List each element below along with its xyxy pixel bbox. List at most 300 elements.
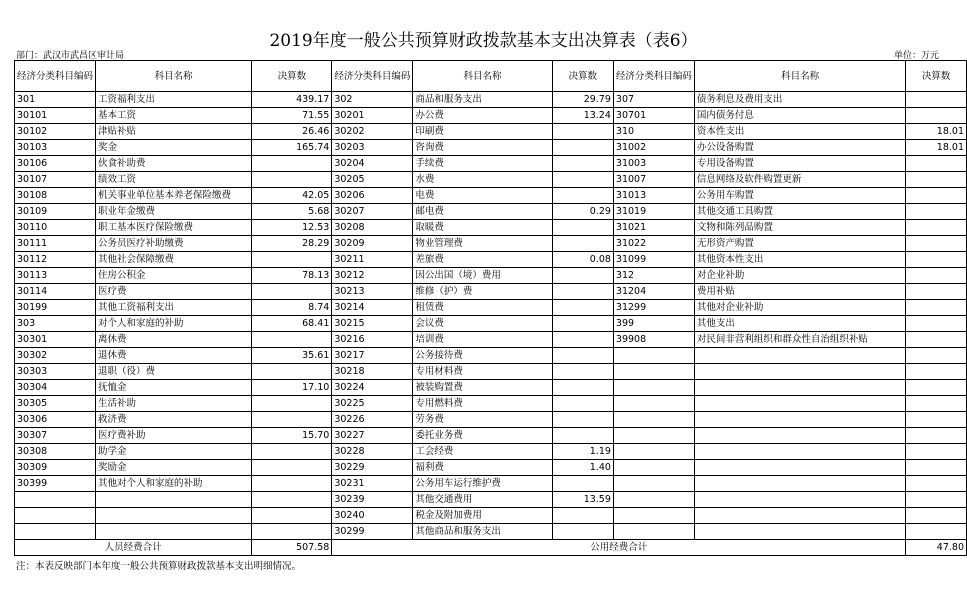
expenditure-table <box>14 60 967 556</box>
amount-cell: 42.05 <box>252 188 332 204</box>
name-cell: 债务利息及费用支出 <box>694 92 905 108</box>
header-code-1: 经济分类科目编码 <box>15 61 96 92</box>
code-cell: 30240 <box>332 508 413 524</box>
amount-cell: 13.24 <box>552 108 613 124</box>
amount-cell <box>552 172 613 188</box>
amount-cell <box>552 220 613 236</box>
table-row <box>15 444 967 460</box>
amount-cell <box>552 316 613 332</box>
name-cell: 公务用车购置 <box>694 188 905 204</box>
code-cell: 301 <box>15 92 96 108</box>
code-cell: 31021 <box>613 220 694 236</box>
amount-cell <box>906 108 967 124</box>
amount-cell <box>252 284 332 300</box>
code-cell: 30231 <box>332 476 413 492</box>
amount-cell <box>906 444 967 460</box>
code-cell <box>613 508 694 524</box>
name-cell: 租赁费 <box>413 300 552 316</box>
code-cell: 30206 <box>332 188 413 204</box>
amount-cell <box>552 380 613 396</box>
name-cell: 因公出国（境）费用 <box>413 268 552 284</box>
table-row <box>15 412 967 428</box>
name-cell: 手续费 <box>413 156 552 172</box>
name-cell <box>694 460 905 476</box>
name-cell: 其他商品和服务支出 <box>413 524 552 540</box>
amount-cell <box>552 300 613 316</box>
table-row <box>15 460 967 476</box>
amount-cell <box>906 524 967 540</box>
table-row <box>15 124 967 140</box>
name-cell <box>694 364 905 380</box>
table-row <box>15 92 967 108</box>
name-cell <box>96 492 252 508</box>
name-cell: 绩效工资 <box>96 172 252 188</box>
code-cell: 30215 <box>332 316 413 332</box>
amount-cell <box>906 492 967 508</box>
code-cell: 30205 <box>332 172 413 188</box>
name-cell: 机关事业单位基本养老保险缴费 <box>96 188 252 204</box>
name-cell: 奖金 <box>96 140 252 156</box>
code-cell: 30202 <box>332 124 413 140</box>
amount-cell <box>552 236 613 252</box>
code-cell: 312 <box>613 268 694 284</box>
code-cell: 30229 <box>332 460 413 476</box>
name-cell: 奖励金 <box>96 460 252 476</box>
amount-cell: 28.29 <box>252 236 332 252</box>
name-cell: 其他交通工具购置 <box>694 204 905 220</box>
code-cell: 303 <box>15 316 96 332</box>
code-cell: 30228 <box>332 444 413 460</box>
name-cell: 电费 <box>413 188 552 204</box>
amount-cell: 0.29 <box>552 204 613 220</box>
code-cell: 31003 <box>613 156 694 172</box>
code-cell: 30304 <box>15 380 96 396</box>
amount-cell: 26.46 <box>252 124 332 140</box>
name-cell: 基本工资 <box>96 108 252 124</box>
table-row <box>15 108 967 124</box>
amount-cell <box>252 444 332 460</box>
code-cell: 31299 <box>613 300 694 316</box>
name-cell: 专用材料费 <box>413 364 552 380</box>
header-name-2: 科目名称 <box>413 61 552 92</box>
name-cell <box>694 524 905 540</box>
amount-cell <box>906 252 967 268</box>
amount-cell <box>552 348 613 364</box>
table-row <box>15 252 967 268</box>
amount-cell <box>552 268 613 284</box>
code-cell: 30113 <box>15 268 96 284</box>
amount-cell <box>906 156 967 172</box>
name-cell: 取暖费 <box>413 220 552 236</box>
amount-cell <box>906 348 967 364</box>
table-row <box>15 316 967 332</box>
name-cell: 专用设备购置 <box>694 156 905 172</box>
name-cell: 其他交通费用 <box>413 492 552 508</box>
code-cell <box>15 492 96 508</box>
name-cell: 其他社会保障缴费 <box>96 252 252 268</box>
amount-cell <box>906 332 967 348</box>
amount-cell <box>552 140 613 156</box>
name-cell: 无形资产购置 <box>694 236 905 252</box>
name-cell: 对民间非营利组织和群众性自治组织补贴 <box>694 332 905 348</box>
name-cell <box>694 412 905 428</box>
amount-cell <box>906 220 967 236</box>
name-cell: 印刷费 <box>413 124 552 140</box>
name-cell: 其他对个人和家庭的补助 <box>96 476 252 492</box>
code-cell: 30299 <box>332 524 413 540</box>
name-cell: 医疗费 <box>96 284 252 300</box>
code-cell: 30110 <box>15 220 96 236</box>
table-row <box>15 220 967 236</box>
code-cell: 30203 <box>332 140 413 156</box>
code-cell: 30111 <box>15 236 96 252</box>
code-cell <box>613 492 694 508</box>
code-cell: 310 <box>613 124 694 140</box>
public-total-value: 47.80 <box>906 540 967 556</box>
code-cell: 30112 <box>15 252 96 268</box>
name-cell: 职业年金缴费 <box>96 204 252 220</box>
code-cell: 399 <box>613 316 694 332</box>
table-row <box>15 284 967 300</box>
name-cell: 退休费 <box>96 348 252 364</box>
name-cell: 文物和陈列品购置 <box>694 220 905 236</box>
name-cell: 工会经费 <box>413 444 552 460</box>
table-row <box>15 348 967 364</box>
amount-cell <box>906 476 967 492</box>
table-row <box>15 476 967 492</box>
department-label: 部门：武汉市武昌区审计局 <box>16 51 125 61</box>
amount-cell <box>252 492 332 508</box>
amount-cell: 1.19 <box>552 444 613 460</box>
name-cell <box>694 476 905 492</box>
footnote: 注：本表反映部门本年度一般公共预算财政拨款基本支出明细情况。 <box>16 561 302 572</box>
table-row <box>15 300 967 316</box>
amount-cell <box>906 428 967 444</box>
code-cell: 39908 <box>613 332 694 348</box>
amount-cell <box>552 364 613 380</box>
table-row <box>15 204 967 220</box>
table-row <box>15 492 967 508</box>
code-cell: 30208 <box>332 220 413 236</box>
name-cell: 对个人和家庭的补助 <box>96 316 252 332</box>
name-cell: 水费 <box>413 172 552 188</box>
name-cell: 费用补贴 <box>694 284 905 300</box>
code-cell: 30224 <box>332 380 413 396</box>
table-row <box>15 380 967 396</box>
code-cell <box>15 524 96 540</box>
name-cell: 生活补助 <box>96 396 252 412</box>
amount-cell <box>906 508 967 524</box>
table-row <box>15 268 967 284</box>
code-cell: 30212 <box>332 268 413 284</box>
amount-cell <box>252 396 332 412</box>
amount-cell: 8.74 <box>252 300 332 316</box>
amount-cell <box>552 396 613 412</box>
code-cell: 30218 <box>332 364 413 380</box>
header-amount-1: 决算数 <box>252 61 332 92</box>
code-cell: 30302 <box>15 348 96 364</box>
code-cell: 30106 <box>15 156 96 172</box>
name-cell <box>694 396 905 412</box>
amount-cell <box>906 396 967 412</box>
header-amount-3: 决算数 <box>906 61 967 92</box>
amount-cell: 15.70 <box>252 428 332 444</box>
name-cell: 医疗费补助 <box>96 428 252 444</box>
code-cell: 31002 <box>613 140 694 156</box>
name-cell: 其他工资福利支出 <box>96 300 252 316</box>
name-cell: 培训费 <box>413 332 552 348</box>
amount-cell: 12.53 <box>252 220 332 236</box>
name-cell <box>694 444 905 460</box>
name-cell: 职工基本医疗保险缴费 <box>96 220 252 236</box>
personnel-total-value: 507.58 <box>252 540 332 556</box>
code-cell: 30399 <box>15 476 96 492</box>
code-cell: 30225 <box>332 396 413 412</box>
code-cell <box>613 380 694 396</box>
code-cell: 30217 <box>332 348 413 364</box>
amount-cell <box>906 364 967 380</box>
code-cell <box>613 476 694 492</box>
amount-cell <box>906 460 967 476</box>
table-row <box>15 236 967 252</box>
table-row <box>15 428 967 444</box>
table-row <box>15 156 967 172</box>
name-cell: 委托业务费 <box>413 428 552 444</box>
name-cell: 救济费 <box>96 412 252 428</box>
personnel-total-label: 人员经费合计 <box>15 540 252 556</box>
header-name-1: 科目名称 <box>96 61 252 92</box>
name-cell: 物业管理费 <box>413 236 552 252</box>
code-cell: 30305 <box>15 396 96 412</box>
code-cell: 30303 <box>15 364 96 380</box>
code-cell: 30239 <box>332 492 413 508</box>
code-cell: 30213 <box>332 284 413 300</box>
table-row <box>15 364 967 380</box>
code-cell: 30306 <box>15 412 96 428</box>
name-cell: 国内债务付息 <box>694 108 905 124</box>
amount-cell <box>906 204 967 220</box>
code-cell: 30114 <box>15 284 96 300</box>
amount-cell <box>906 172 967 188</box>
amount-cell <box>906 316 967 332</box>
name-cell: 邮电费 <box>413 204 552 220</box>
amount-cell: 71.55 <box>252 108 332 124</box>
amount-cell <box>252 364 332 380</box>
name-cell <box>96 508 252 524</box>
code-cell: 30108 <box>15 188 96 204</box>
amount-cell <box>252 508 332 524</box>
code-cell <box>613 348 694 364</box>
name-cell: 对企业补助 <box>694 268 905 284</box>
name-cell: 劳务费 <box>413 412 552 428</box>
name-cell: 咨询费 <box>413 140 552 156</box>
code-cell: 30102 <box>15 124 96 140</box>
amount-cell <box>552 156 613 172</box>
amount-cell <box>552 524 613 540</box>
name-cell: 办公设备购置 <box>694 140 905 156</box>
amount-cell <box>552 124 613 140</box>
name-cell: 公务用车运行维护费 <box>413 476 552 492</box>
code-cell: 30107 <box>15 172 96 188</box>
code-cell: 30109 <box>15 204 96 220</box>
name-cell: 福利费 <box>413 460 552 476</box>
name-cell <box>694 508 905 524</box>
name-cell <box>694 380 905 396</box>
amount-cell <box>252 252 332 268</box>
header-name-3: 科目名称 <box>694 61 905 92</box>
table-row <box>15 172 967 188</box>
amount-cell <box>252 332 332 348</box>
page-title: 2019年度一般公共预算财政拨款基本支出决算表（表6） <box>269 31 698 51</box>
header-amount-2: 决算数 <box>552 61 613 92</box>
code-cell <box>15 508 96 524</box>
name-cell: 税金及附加费用 <box>413 508 552 524</box>
name-cell <box>96 524 252 540</box>
code-cell <box>613 412 694 428</box>
amount-cell <box>906 92 967 108</box>
table-row <box>15 524 967 540</box>
name-cell: 公务接待费 <box>413 348 552 364</box>
amount-cell <box>906 188 967 204</box>
table-row <box>15 508 967 524</box>
amount-cell: 68.41 <box>252 316 332 332</box>
amount-cell <box>252 524 332 540</box>
amount-cell <box>252 460 332 476</box>
table-row <box>15 396 967 412</box>
name-cell: 退职（役）费 <box>96 364 252 380</box>
amount-cell <box>252 156 332 172</box>
amount-cell <box>552 476 613 492</box>
code-cell: 30226 <box>332 412 413 428</box>
amount-cell <box>552 428 613 444</box>
amount-cell <box>252 476 332 492</box>
name-cell: 其他对企业补助 <box>694 300 905 316</box>
code-cell <box>613 524 694 540</box>
name-cell: 住房公积金 <box>96 268 252 284</box>
amount-cell: 78.13 <box>252 268 332 284</box>
public-total-label: 公用经费合计 <box>332 540 906 556</box>
table-row <box>15 140 967 156</box>
code-cell: 30309 <box>15 460 96 476</box>
code-cell <box>613 444 694 460</box>
code-cell: 30211 <box>332 252 413 268</box>
code-cell <box>613 396 694 412</box>
header-row <box>15 61 967 92</box>
code-cell <box>613 460 694 476</box>
amount-cell: 13.59 <box>552 492 613 508</box>
name-cell: 伙食补助费 <box>96 156 252 172</box>
code-cell: 30201 <box>332 108 413 124</box>
code-cell: 31013 <box>613 188 694 204</box>
name-cell: 其他支出 <box>694 316 905 332</box>
code-cell: 30701 <box>613 108 694 124</box>
name-cell: 专用燃料费 <box>413 396 552 412</box>
name-cell: 信息网络及软件购置更新 <box>694 172 905 188</box>
amount-cell: 0.08 <box>552 252 613 268</box>
table-row <box>15 332 967 348</box>
code-cell: 30301 <box>15 332 96 348</box>
amount-cell: 18.01 <box>906 124 967 140</box>
name-cell: 资本性支出 <box>694 124 905 140</box>
name-cell: 办公费 <box>413 108 552 124</box>
name-cell <box>694 348 905 364</box>
code-cell: 31022 <box>613 236 694 252</box>
amount-cell <box>252 412 332 428</box>
code-cell: 30227 <box>332 428 413 444</box>
name-cell: 抚恤金 <box>96 380 252 396</box>
code-cell: 30204 <box>332 156 413 172</box>
amount-cell <box>552 412 613 428</box>
amount-cell <box>552 508 613 524</box>
code-cell: 30207 <box>332 204 413 220</box>
code-cell: 31007 <box>613 172 694 188</box>
code-cell: 30216 <box>332 332 413 348</box>
amount-cell: 1.40 <box>552 460 613 476</box>
name-cell: 助学金 <box>96 444 252 460</box>
amount-cell <box>552 188 613 204</box>
name-cell: 公务员医疗补助缴费 <box>96 236 252 252</box>
amount-cell <box>906 268 967 284</box>
name-cell <box>694 428 905 444</box>
table-row <box>15 188 967 204</box>
name-cell: 商品和服务支出 <box>413 92 552 108</box>
code-cell: 30308 <box>15 444 96 460</box>
code-cell: 31204 <box>613 284 694 300</box>
header-code-2: 经济分类科目编码 <box>332 61 413 92</box>
name-cell: 会议费 <box>413 316 552 332</box>
code-cell: 30103 <box>15 140 96 156</box>
amount-cell: 5.68 <box>252 204 332 220</box>
amount-cell <box>906 412 967 428</box>
amount-cell <box>552 284 613 300</box>
header-code-3: 经济分类科目编码 <box>613 61 694 92</box>
name-cell <box>694 492 905 508</box>
amount-cell <box>906 300 967 316</box>
amount-cell: 165.74 <box>252 140 332 156</box>
code-cell <box>613 428 694 444</box>
name-cell: 维修（护）费 <box>413 284 552 300</box>
amount-cell <box>552 332 613 348</box>
code-cell: 30307 <box>15 428 96 444</box>
amount-cell <box>252 172 332 188</box>
amount-cell: 17.10 <box>252 380 332 396</box>
name-cell: 工资福利支出 <box>96 92 252 108</box>
code-cell: 307 <box>613 92 694 108</box>
totals-row <box>15 540 967 556</box>
amount-cell: 35.61 <box>252 348 332 364</box>
code-cell: 31099 <box>613 252 694 268</box>
name-cell: 其他资本性支出 <box>694 252 905 268</box>
code-cell: 30199 <box>15 300 96 316</box>
code-cell: 30101 <box>15 108 96 124</box>
amount-cell <box>906 236 967 252</box>
name-cell: 津贴补贴 <box>96 124 252 140</box>
code-cell: 31019 <box>613 204 694 220</box>
amount-cell: 18.01 <box>906 140 967 156</box>
code-cell <box>613 364 694 380</box>
code-cell: 30209 <box>332 236 413 252</box>
amount-cell: 29.79 <box>552 92 613 108</box>
name-cell: 离休费 <box>96 332 252 348</box>
unit-label: 单位：万元 <box>893 51 939 61</box>
code-cell: 302 <box>332 92 413 108</box>
amount-cell: 439.17 <box>252 92 332 108</box>
name-cell: 差旅费 <box>413 252 552 268</box>
amount-cell <box>906 284 967 300</box>
amount-cell <box>906 380 967 396</box>
code-cell: 30214 <box>332 300 413 316</box>
name-cell: 被装购置费 <box>413 380 552 396</box>
